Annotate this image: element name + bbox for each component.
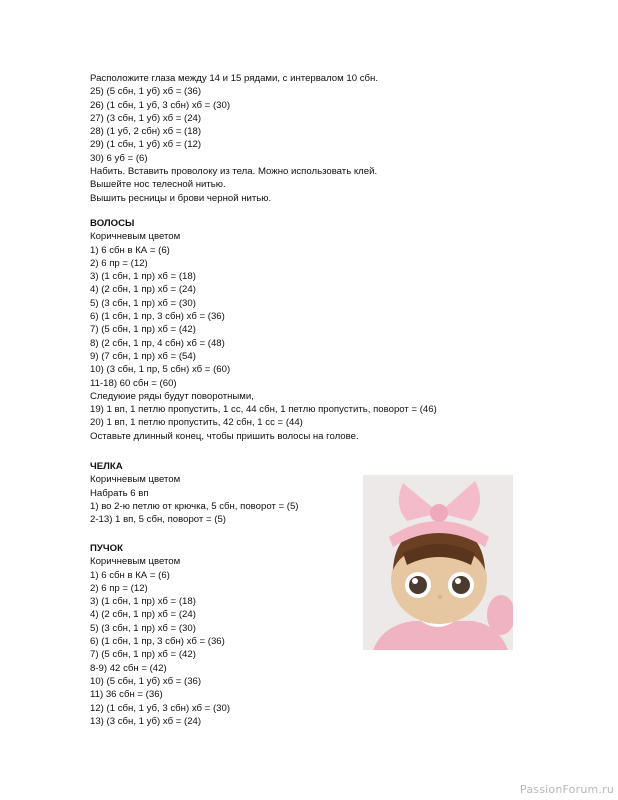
bangs-heading: ЧЕЛКА xyxy=(90,461,123,472)
hair-line: 10) (3 сбн, 1 пр, 5 сбн) хб = (60) xyxy=(90,364,231,376)
intro-section xyxy=(90,72,378,205)
hair-line: Следуюие ряды будут поворотными, xyxy=(90,390,254,402)
hair-line: 20) 1 вп, 1 петлю пропустить, 42 сбн, 1 сс = (44) xyxy=(90,417,303,429)
bun-line: Коричневым цветом xyxy=(90,556,181,568)
hair-line: 9) (7 сбн, 1 пр) хб = (54) xyxy=(90,350,196,362)
bangs-line: 1) во 2-ю петлю от крючка, 5 сбн, поворот = (5) xyxy=(90,500,299,512)
bun-line: 1) 6 сбн в КА = (6) xyxy=(90,569,170,581)
intro-line: 27) (3 сбн, 1 уб) хб = (24) xyxy=(90,112,202,124)
hair-line: 5) (3 сбн, 1 пр) хб = (30) xyxy=(90,297,196,309)
hair-line: 6) (1 сбн, 1 пр, 3 сбн) хб = (36) xyxy=(90,311,225,323)
bun-line: 4) (2 сбн, 1 пр) хб = (24) xyxy=(90,609,196,621)
hair-line: 8) (2 сбн, 1 пр, 4 сбн) хб = (48) xyxy=(90,337,225,349)
bun-line: 6) (1 сбн, 1 пр, 3 сбн) хб = (36) xyxy=(90,636,225,648)
hair-section xyxy=(90,217,437,443)
bun-line: 11) 36 сбн = (36) xyxy=(90,689,163,701)
intro-line: 28) (1 уб, 2 сбн) хб = (18) xyxy=(90,126,202,138)
bun-line: 10) (5 сбн, 1 уб) хб = (36) xyxy=(90,675,202,687)
hair-line: 19) 1 вп, 1 петлю пропустить, 1 сс, 44 сбн, 1 петлю пропустить, поворот = (46) xyxy=(90,404,437,416)
bun-line: 13) (3 сбн, 1 уб) хб = (24) xyxy=(90,715,202,727)
intro-line: Расположите глаза между 14 и 15 рядами, с интервалом 10 сбн. xyxy=(90,73,378,84)
intro-line: 29) (1 сбн, 1 уб) хб = (12) xyxy=(90,139,202,151)
intro-line: Вышить ресницы и брови черной нитью. xyxy=(90,192,272,204)
hair-line: 7) (5 сбн, 1 пр) хб = (42) xyxy=(90,324,196,336)
hair-line: 11-18) 60 сбн = (60) xyxy=(90,377,177,389)
intro-line: Вышейте нос телесной нитью. xyxy=(90,179,226,191)
hair-line: Оставьте длинный конец, чтобы пришить волосы на голове. xyxy=(90,430,359,442)
doll-photo xyxy=(363,475,513,650)
hair-line: 4) (2 сбн, 1 пр) хб = (24) xyxy=(90,284,196,296)
bun-section xyxy=(90,542,230,728)
intro-line: 30) 6 уб = (6) xyxy=(90,152,148,164)
bangs-line: Коричневым цветом xyxy=(90,474,181,486)
hair-line: 2) 6 пр = (12) xyxy=(90,257,148,269)
hair-line: 1) 6 сбн в КА = (6) xyxy=(90,244,170,256)
bun-line: 12) (1 сбн, 1 уб, 3 сбн) хб = (30) xyxy=(90,702,231,714)
hair-line: Коричневым цветом xyxy=(90,231,181,243)
bun-line: 5) (3 сбн, 1 пр) хб = (30) xyxy=(90,622,196,634)
bangs-line: 2-13) 1 вп, 5 сбн, поворот = (5) xyxy=(90,514,226,526)
bun-heading: ПУЧОК xyxy=(90,543,123,554)
intro-line: 26) (1 сбн, 1 уб, 3 сбн) хб = (30) xyxy=(90,99,231,111)
bun-line: 7) (5 сбн, 1 пр) хб = (42) xyxy=(90,649,196,661)
bun-line: 8-9) 42 сбн = (42) xyxy=(90,662,167,674)
hair-line: 3) (1 сбн, 1 пр) хб = (18) xyxy=(90,271,196,283)
bangs-section xyxy=(90,460,299,526)
bangs-line: Набрать 6 вп xyxy=(90,487,149,499)
intro-line: Набить. Вставить проволоку из тела. Можно использовать клей. xyxy=(90,166,378,178)
watermark: PassionForum.ru xyxy=(520,783,614,796)
bun-line: 3) (1 сбн, 1 пр) хб = (18) xyxy=(90,596,196,608)
hair-heading: ВОЛОСЫ xyxy=(90,218,135,229)
intro-line: 25) (5 сбн, 1 уб) хб = (36) xyxy=(90,86,202,98)
bun-line: 2) 6 пр = (12) xyxy=(90,582,148,594)
